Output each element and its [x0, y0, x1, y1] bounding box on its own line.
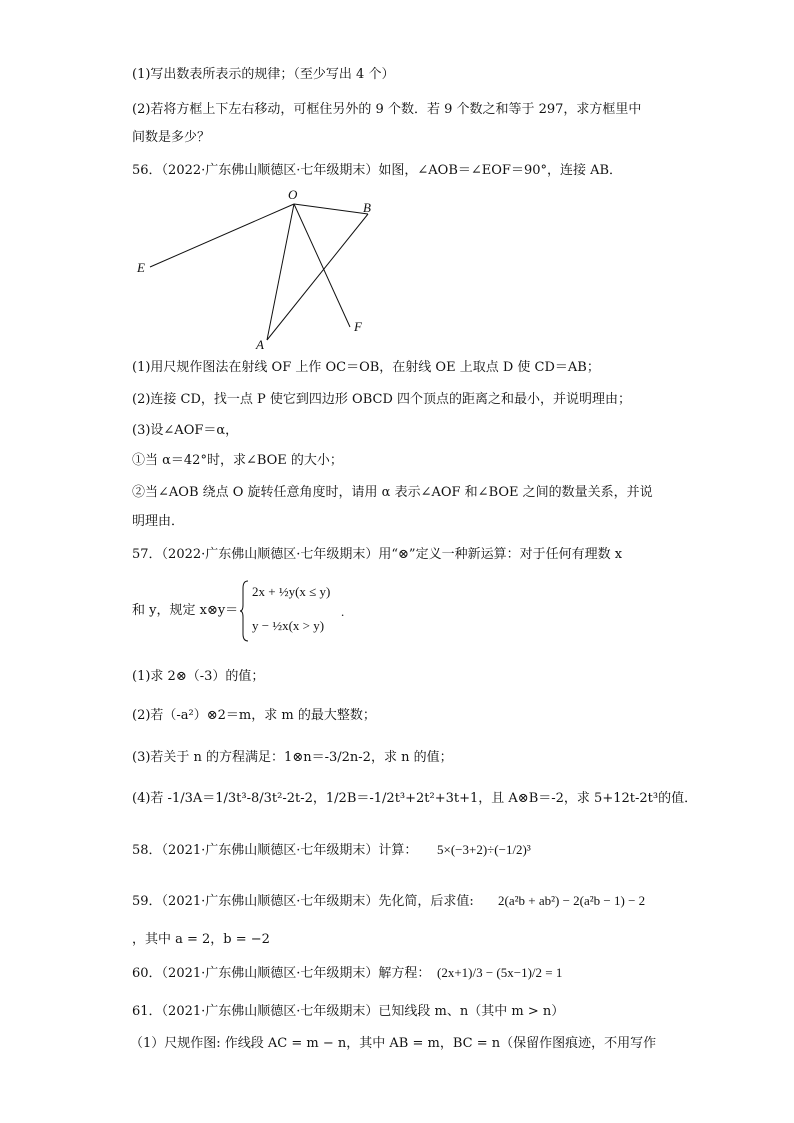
q57-definition-end: .: [341, 604, 345, 619]
q61-part1: （1）尺规作图: 作线段 AC = m − n，其中 AB = m，BC = n（保留作图痕迹，不用写作: [130, 1036, 657, 1051]
q56-part3-sub2-line1: ②当∠AOB 绕点 O 旋转任意角度时，请用 α 表示∠AOF 和∠BOE 之间的数量关系，并说: [132, 485, 653, 500]
q57-case-1: 2x + ½y(x ≤ y): [252, 584, 331, 599]
q60-expression: (2x+1)/3 − (5x−1)/2 = 1: [437, 965, 563, 980]
label-A: A: [256, 337, 264, 352]
q61-header: 61．（2021·广东佛山顺德区·七年级期末）已知线段 m、n（其中 m > n）: [132, 1004, 565, 1019]
q57-definition-lead: 和 y，规定 x⊗y＝: [132, 603, 239, 618]
label-F: F: [354, 319, 362, 334]
label-B: B: [363, 200, 371, 215]
left-brace-icon: [240, 580, 250, 642]
q56-part3: (3)设∠AOF＝α，: [132, 423, 239, 438]
q57-part2: (2)若（-a²）⊗2＝m，求 m 的最大整数；: [132, 708, 376, 723]
q55-part2-line1: (2)若将方框上下左右移动，可框住另外的 9 个数．若 9 个数之和等于 297，求方框里中: [132, 102, 642, 117]
q56-part2: (2)连接 CD，找一点 P 使它到四边形 OBCD 四个顶点的距离之和最小，并说明理由；: [132, 392, 632, 407]
segment-AB: [267, 214, 368, 340]
q56-part3-sub2-line2: 明理由．: [132, 514, 185, 529]
q56-part3-sub1: ①当 α＝42°时，求∠BOE 的大小；: [132, 453, 343, 468]
q56-part1: (1)用尺规作图法在射线 OF 上作 OC＝OB，在射线 OE 上取点 D 使 CD＝AB；: [132, 360, 600, 375]
q57-header: 57．（2022·广东佛山顺德区·七年级期末）用“⊗”定义一种新运算：对于任何有理数 x: [132, 547, 623, 562]
label-E: E: [137, 260, 145, 275]
label-O: O: [288, 187, 298, 202]
q56-header: 56．（2022·广东佛山顺德区·七年级期末）如图，∠AOB＝∠EOF＝90°，连接 AB．: [132, 163, 623, 178]
segment-OE: [150, 204, 294, 267]
q59-header: 59．（2021·广东佛山顺德区·七年级期末）先化简，后求值:: [132, 894, 474, 909]
segment-OB: [294, 204, 368, 214]
q57-part3: (3)若关于 n 的方程满足：1⊗n＝-3/2n-2，求 n 的值；: [132, 750, 453, 765]
q57-part4: (4)若 -1/3A＝1/3t³-8/3t²-2t-2，1/2B＝-1/2t³+2t²+3t+1，且 A⊗B＝-2，求 5+12t-2t³的值．: [132, 791, 698, 806]
q57-case-2: y − ½x(x > y): [252, 618, 325, 633]
q55-part1: (1)写出数表所表示的规律；（至少写出 4 个）: [132, 67, 395, 82]
q55-part2-line2: 间数是多少？: [132, 130, 211, 145]
q59-expression: 2(a²b + ab²) − 2(a²b − 1) − 2: [498, 893, 646, 908]
segment-OF: [294, 204, 350, 327]
q58-expression: 5×(−3+2)÷(−1/2)³: [437, 842, 531, 857]
q60-header: 60．（2021·广东佛山顺德区·七年级期末）解方程：: [132, 966, 431, 981]
q56-geometry-figure: [130, 182, 390, 352]
q58-header: 58．（2021·广东佛山顺德区·七年级期末）计算：: [132, 843, 418, 858]
segment-OA: [267, 204, 294, 340]
q57-part1: (1)求 2⊗（-3）的值；: [132, 669, 265, 684]
q59-condition: ，其中 a = 2，b = −2: [132, 932, 270, 947]
